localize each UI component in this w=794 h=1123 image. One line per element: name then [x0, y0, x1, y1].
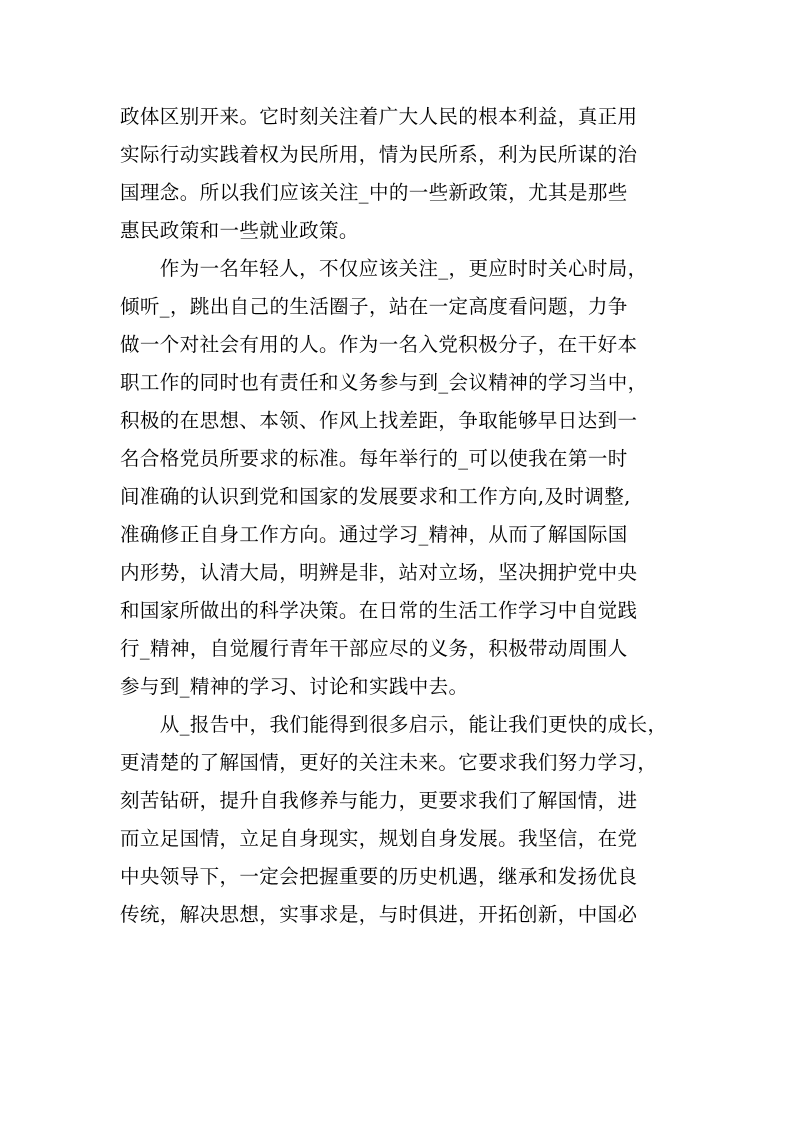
text-line: 名合格党员所要求的标准。每年举行的_可以使我在第一时 [120, 447, 628, 470]
text-line: 和国家所做出的科学决策。在日常的生活工作学习中自觉践 [120, 599, 638, 622]
text-line: 而立足国情，立足自身现实，规划自身发展。我坚信，在党 [120, 827, 638, 850]
text-line: 更清楚的了解国情，更好的关注未来。它要求我们努力学习， [120, 751, 658, 774]
text-line: 行_精神，自觉履行青年干部应尽的义务，积极带动周围人 [120, 637, 628, 660]
text-line: 做一个对社会有用的人。作为一名入党积极分子，在干好本 [120, 333, 638, 356]
text-line: 参与到_精神的学习、讨论和实践中去。 [120, 675, 469, 698]
text-line: 惠民政策和一些就业政策。 [120, 219, 359, 242]
text-line: 政体区别开来。它时刻关注着广大人民的根本利益，真正用 [120, 105, 638, 128]
text-line: 内形势，认清大局，明辨是非，站对立场，坚决拥护党中央 [120, 561, 638, 584]
text-line: 中央领导下，一定会把握重要的历史机遇，继承和发扬优良 [120, 865, 638, 888]
text-line: 实际行动实践着权为民所用，情为民所系，利为民所谋的治 [120, 143, 638, 166]
text-line: 倾听_，跳出自己的生活圈子，站在一定高度看问题，力争 [120, 295, 628, 318]
paragraph-first-line: 作为一名年轻人，不仅应该关注_，更应时时关心时局， [120, 257, 648, 280]
text-line: 传统，解决思想，实事求是，与时俱进，开拓创新，中国必 [120, 903, 638, 926]
paragraph-first-line: 从_报告中，我们能得到很多启示，能让我们更快的成长， [120, 713, 668, 736]
text-line: 积极的在思想、本领、作风上找差距，争取能够早日达到一 [120, 409, 638, 432]
text-line: 间准确的认识到党和国家的发展要求和工作方向,及时调整, [120, 485, 631, 508]
text-line: 准确修正自身工作方向。通过学习_精神，从而了解国际国 [120, 523, 628, 546]
text-line: 国理念。所以我们应该关注_中的一些新政策，尤其是那些 [120, 181, 628, 204]
document-body [120, 98, 680, 934]
text-line: 刻苦钻研，提升自我修养与能力，更要求我们了解国情，进 [120, 789, 638, 812]
text-line: 职工作的同时也有责任和义务参与到_会议精神的学习当中， [120, 371, 648, 394]
